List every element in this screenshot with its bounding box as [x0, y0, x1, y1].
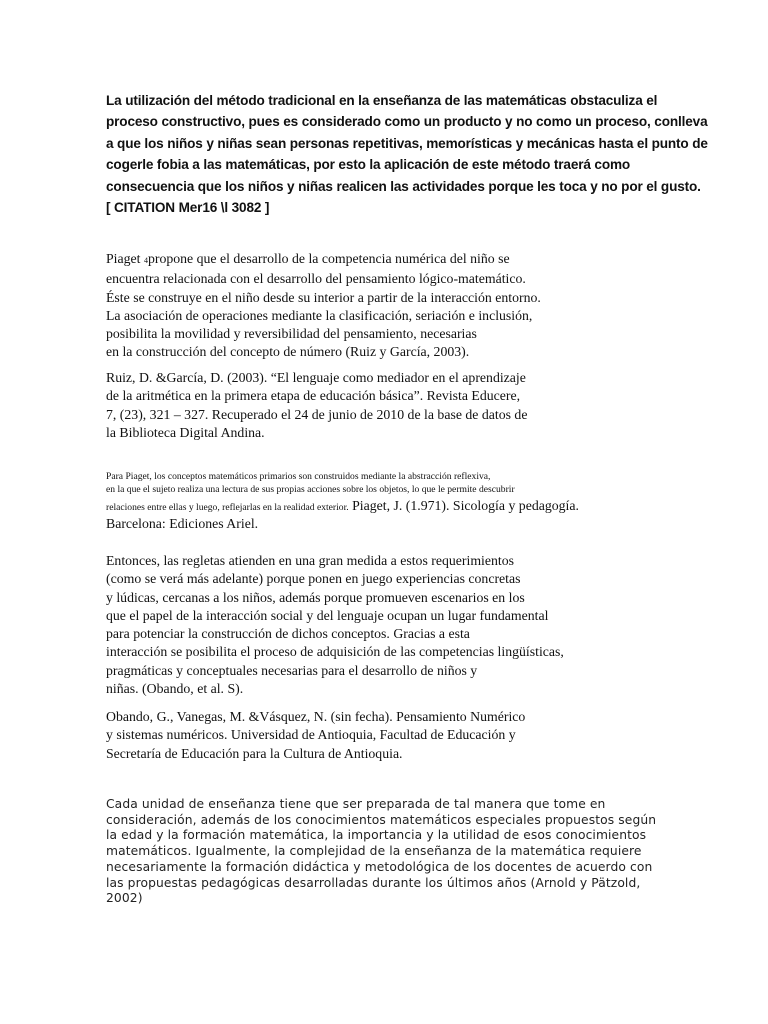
text-line: Cada unidad de enseñanza tiene que ser preparada de tal manera que tome en	[106, 797, 606, 811]
text-line: 7, (23), 321 – 327. Recuperado el 24 de junio de 2010 de la base de datos de	[106, 406, 528, 422]
footnote-marker: 4	[143, 256, 148, 265]
text-line-rest: propone que el desarrollo de la competencia numérica del niño se	[147, 251, 510, 266]
text-line: Ruiz, D. &García, D. (2003). “El lenguaje como mediador en el aprendizaje	[106, 370, 526, 385]
text-line	[106, 250, 541, 270]
text-line: la Biblioteca Digital Andina.	[106, 424, 265, 440]
reference-ruiz-garcia	[106, 369, 527, 442]
text-line: que el papel de la interacción social y del lenguaje ocupan un lugar fundamental	[106, 607, 549, 623]
text-line: cogerle fobia a las matemáticas, por esto la aplicación de este método traerá como	[106, 157, 631, 173]
text-line: a que los niños y niñas sean personas repetitivas, memorísticas y mecánicas hasta el punto de	[106, 135, 708, 151]
small-text-line: relaciones entre ellas y luego, reflejarlas en la realidad exterior.	[106, 501, 349, 513]
text-line: de la aritmética en la primera etapa de educación básica”. Revista Educere,	[106, 388, 521, 404]
small-text-line: en la que el sujeto realiza una lectura de sus propias acciones sobre los objetos, lo que le permite descubrir	[106, 484, 515, 496]
text-line: Entonces, las regletas atienden en una gran medida a estos requerimientos	[106, 553, 515, 568]
text-line: Secretaría de Educación para la Cultura de Antioquia.	[106, 745, 403, 761]
text-line: niñas. (Obando, et al. S).	[106, 681, 244, 697]
text-line: y sistemas numéricos. Universidad de Antioquia, Facultad de Educación y	[106, 727, 516, 743]
text-line: La utilización del método tradicional en la enseñanza de las matemáticas obstaculiza el	[106, 93, 658, 108]
text-line: necesariamente la formación didáctica y metodológica de los docentes de acuerdo con	[106, 859, 653, 874]
text-line: posibilita la movilidad y reversibilidad del pensamiento, necesarias	[106, 326, 477, 342]
text-line: (como se verá más adelante) porque ponen en juego experiencias concretas	[106, 571, 521, 587]
text-line: y lúdicas, cercanas a los niños, además porque promueven escenarios en los	[106, 589, 525, 605]
paragraph-method-critique	[106, 90, 708, 218]
small-text-line: Para Piaget, los conceptos matemáticos primarios son construidos mediante la abstracción reflexiva,	[106, 471, 491, 482]
paragraph-piaget-abstraction	[106, 470, 579, 533]
text-line: pragmáticas y conceptuales necesarias para el desarrollo de niños y	[106, 662, 478, 678]
text-line: interacción se posibilita el proceso de adquisición de las competencias lingüísticas,	[106, 644, 564, 660]
paragraph-piaget-competence	[106, 250, 541, 362]
text-line: Éste se construye en el niño desde su interior a partir de la interacción entorno.	[106, 289, 541, 305]
text-line: consecuencia que los niños y niñas realicen las actividades porque les toca y no por el gusto.	[106, 178, 701, 194]
text-line: encuentra relacionada con el desarrollo del pensamiento lógico-matemático.	[106, 271, 526, 287]
text-line: en la construcción del concepto de número (Ruiz y García, 2003).	[106, 344, 470, 360]
inline-reference: Piaget, J. (1.971). Sicología y pedagogía.	[352, 497, 579, 513]
paragraph-regletas	[106, 552, 564, 698]
text-line: las propuestas pedagógicas desarrolladas durante los últimos años (Arnold y Pätzold,	[106, 875, 641, 890]
text-line: La asociación de operaciones mediante la clasificación, seriación e inclusión,	[106, 307, 533, 323]
text-line: consideración, además de los conocimientos matemáticos especiales propuestos según	[106, 812, 657, 827]
text-line: la edad y la formación matemática, la importancia y la utilidad de esos conocimientos	[106, 828, 647, 843]
text-line: Barcelona: Ediciones Ariel.	[106, 516, 259, 532]
text-line	[106, 497, 579, 515]
reference-obando	[106, 708, 525, 763]
citation-field: [ CITATION Mer16 \l 3082 ]	[106, 200, 270, 216]
paragraph-teaching-unit	[106, 797, 656, 907]
text-line: Obando, G., Vanegas, M. &Vásquez, N. (sin fecha). Pensamiento Numérico	[106, 709, 526, 724]
text-line: matemáticos. Igualmente, la complejidad de la enseñanza de la matemática requiere	[106, 844, 642, 859]
text-line: proceso constructivo, pues es considerado como un producto y no como un proceso, conlleva	[106, 114, 708, 130]
text-line: 2002)	[106, 891, 143, 906]
piaget-lead: Piaget	[106, 251, 141, 266]
text-line: para potenciar la construcción de dichos conceptos. Gracias a esta	[106, 626, 470, 642]
